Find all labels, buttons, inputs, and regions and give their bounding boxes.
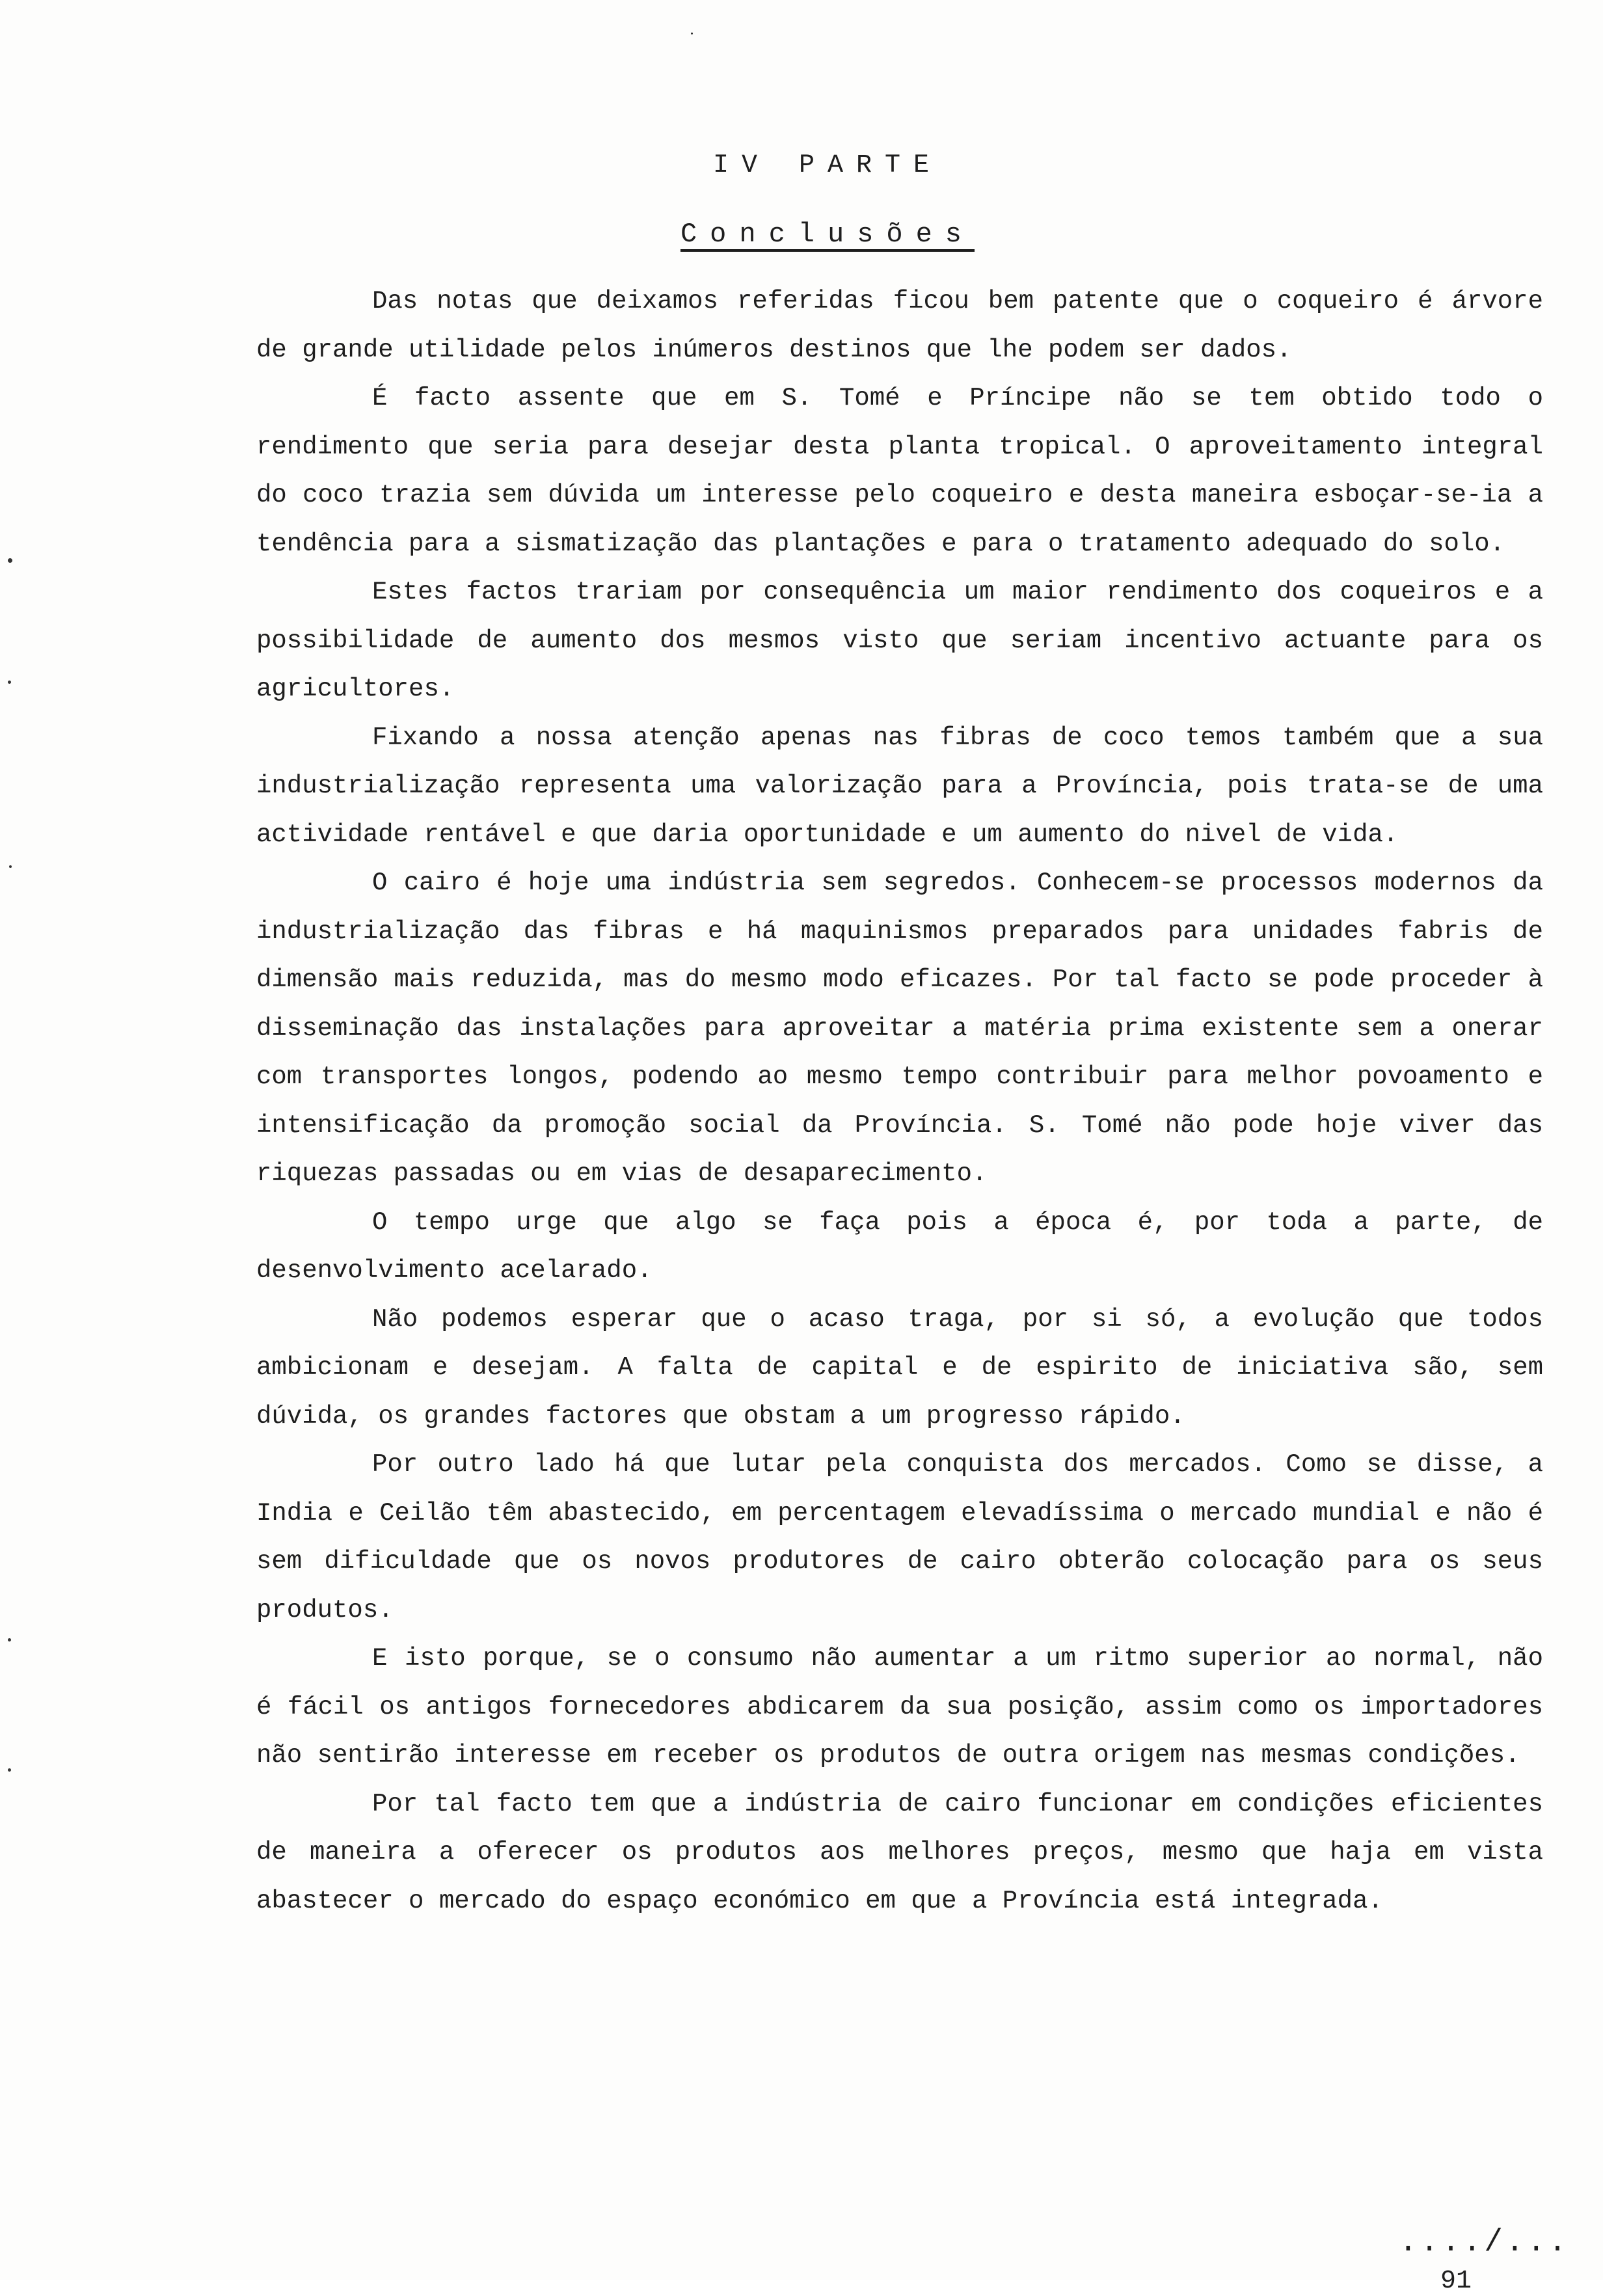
margin-speck [691, 33, 693, 34]
margin-speck [8, 1638, 11, 1641]
continuation-mark: ..../... [1399, 2225, 1570, 2260]
paragraph: Por tal facto tem que a indústria de cairo funcionar em condições eficientes de maneira a oferecer os produtos aos melhores preços, mesmo que haja em vista abastecer o mercado do espaço económico em que a Província está integrada. [256, 1789, 1543, 1915]
paragraph: Por outro lado há que lutar pela conquista dos mercados. Como se disse, a India e Ceilão têm abastecido, em percentagem elevadíssima o mercado mundial e não é sem dificuldade que os novos produtores de cairo obterão colocação para os seus produtos. [256, 1450, 1543, 1625]
margin-speck [8, 558, 12, 563]
paragraph: Fixando a nossa atenção apenas nas fibras de coco temos também que a sua industrialização representa uma valorização para a Província, pois trata-se de uma actividade rentável e que daria oportunidade e um aumento do nivel de vida. [256, 723, 1543, 849]
paragraph: O tempo urge que algo se faça pois a época é, por toda a parte, de desenvolvimento acelarado. [256, 1208, 1543, 1285]
page-number: 91 [1440, 2267, 1472, 2296]
margin-speck [8, 681, 11, 684]
paragraph: Não podemos esperar que o acaso traga, por si só, a evolução que todos ambicionam e desejam. A falta de capital e de espirito de iniciativa são, sem dúvida, os grandes factores que obstam a um progresso rápido. [256, 1304, 1543, 1431]
paragraph: Estes factos trariam por consequência um maior rendimento dos coqueiros e a possibilidade de aumento dos mesmos visto que seriam incentivo actuante para os agricultores. [256, 578, 1543, 703]
paragraph: Das notas que deixamos referidas ficou bem patente que o coqueiro é árvore de grande utilidade pelos inúmeros destinos que lhe podem ser dados. [256, 287, 1543, 364]
section-title-text: Conclusões [680, 219, 975, 250]
part-heading: IV PARTE [712, 151, 943, 180]
paragraph: E isto porque, se o consumo não aumentar a um ritmo superior ao normal, não é fácil os antigos fornecedores abdicarem da sua posição, assim como os importadores não sentirão interesse em receber os produtos de outra origem nas mesmas condições. [256, 1644, 1543, 1770]
paragraph: É facto assente que em S. Tomé e Príncipe não se tem obtido todo o rendimento que seria para desejar desta planta tropical. O aproveitamento integral do coco trazia sem dúvida um interesse pelo coqueiro e desta maneira esboçar-se-ia a tendência para a sismatização das plantações e para o tratamento adequado do solo. [256, 384, 1543, 558]
margin-speck [8, 1768, 11, 1772]
section-title [0, 219, 1603, 250]
body-text [256, 277, 1543, 1925]
paragraph: O cairo é hoje uma indústria sem segredos. Conhecem-se processos modernos da industrialização das fibras e há maquinismos preparados para unidades fabris de dimensão mais reduzida, mas do mesmo modo eficazes. Por tal facto se pode proceder à disseminação das instalações para aproveitar a matéria prima existente sem a onerar com transportes longos, podendo ao mesmo tempo contribuir para melhor povoamento e intensificação da promoção social da Província. S. Tomé não pode hoje viver das riquezas passadas ou em vias de desaparecimento. [256, 869, 1543, 1188]
margin-speck [9, 865, 12, 868]
